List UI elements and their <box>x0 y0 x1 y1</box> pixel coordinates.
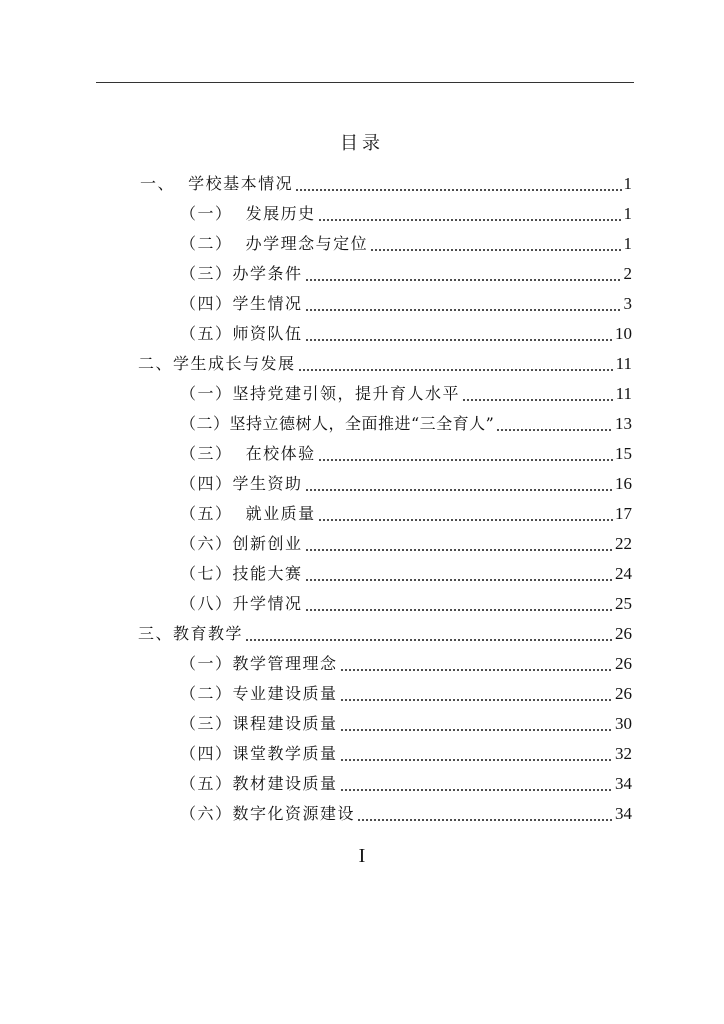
toc-leader-dots <box>318 444 613 464</box>
toc-entry-page: 24 <box>615 564 632 583</box>
toc-entry-page: 22 <box>615 534 632 553</box>
toc-entry[interactable] <box>180 314 632 344</box>
toc-entry-label: （一） 发展历史 <box>180 204 316 223</box>
toc-entry[interactable] <box>138 344 632 374</box>
header-rule <box>96 82 634 83</box>
toc-title: 目录 <box>340 133 384 154</box>
toc-entry-label: （五）教材建设质量 <box>180 774 338 793</box>
toc-entry-page: 17 <box>615 504 632 523</box>
toc-entry[interactable] <box>180 374 632 404</box>
toc-entry-page: 26 <box>615 624 632 643</box>
toc-leader-dots <box>340 774 613 794</box>
toc-entry-label: （四）学生资助 <box>180 474 303 493</box>
toc-leader-dots <box>462 384 614 404</box>
toc-leader-dots <box>370 234 621 254</box>
toc-leader-dots <box>298 354 614 374</box>
toc-entry-page: 1 <box>623 234 632 253</box>
toc-entry-label: （五） 就业质量 <box>180 504 316 523</box>
toc-entry-label: （三）课程建设质量 <box>180 714 338 733</box>
toc-entry[interactable] <box>180 464 632 494</box>
toc-entry-page: 25 <box>615 594 632 613</box>
toc-leader-dots <box>305 534 613 554</box>
toc-leader-dots <box>340 714 613 734</box>
toc-entry-page: 30 <box>615 714 632 733</box>
toc-leader-dots <box>245 624 613 644</box>
toc-entry-label: （三） 在校体验 <box>180 444 316 463</box>
toc-entry[interactable] <box>180 434 632 464</box>
toc-entry-page: 10 <box>615 324 632 343</box>
toc-entry[interactable] <box>180 404 632 434</box>
toc-entry[interactable] <box>180 584 632 614</box>
toc-entry-page: 32 <box>615 744 632 763</box>
toc-leader-dots <box>340 684 613 704</box>
toc-entry-label: （三）办学条件 <box>180 264 303 283</box>
toc-leader-dots <box>357 804 613 824</box>
toc-entry-page: 3 <box>623 294 632 313</box>
toc-entry[interactable] <box>180 254 632 284</box>
toc-entry-page: 34 <box>615 804 632 823</box>
toc-entry-page: 16 <box>615 474 632 493</box>
toc-leader-dots <box>305 294 622 314</box>
toc-entry-page: 26 <box>615 684 632 703</box>
toc-leader-dots <box>318 204 622 224</box>
toc-entry-label: （一）坚持党建引领，提升育人水平 <box>180 384 461 403</box>
toc-entry-label: （六）数字化资源建设 <box>180 804 356 823</box>
toc-entry[interactable] <box>180 674 632 704</box>
toc-leader-dots <box>305 594 613 614</box>
toc-entry-page: 15 <box>615 444 632 463</box>
toc-entry[interactable] <box>180 644 632 674</box>
toc-entry-label: （四）课堂教学质量 <box>180 744 338 763</box>
toc-entry-page: 11 <box>615 354 632 373</box>
toc-entry[interactable] <box>180 794 632 824</box>
toc-leader-dots <box>305 474 613 494</box>
toc-entry-page: 2 <box>623 264 632 283</box>
toc-entry-label: （五）师资队伍 <box>180 324 303 343</box>
toc-entry-label: 一、 学校基本情况 <box>140 174 294 193</box>
toc-leader-dots <box>340 654 613 674</box>
toc-entry-page: 1 <box>623 174 632 193</box>
toc-entry-page: 1 <box>623 204 632 223</box>
toc-entry[interactable] <box>180 284 632 314</box>
toc-leader-dots <box>295 174 621 194</box>
toc-entry[interactable] <box>180 704 632 734</box>
toc-entry-label: （六）创新创业 <box>180 534 303 553</box>
toc-entry-label: （二）专业建设质量 <box>180 684 338 703</box>
toc-entry[interactable] <box>180 764 632 794</box>
toc-entry-label: 二、学生成长与发展 <box>138 354 296 373</box>
toc-entry[interactable] <box>180 734 632 764</box>
toc-entry[interactable] <box>140 164 632 194</box>
toc-entry-page: 26 <box>615 654 632 673</box>
toc-entry-label: （四）学生情况 <box>180 294 303 313</box>
toc-entry-page: 11 <box>615 384 632 403</box>
toc-entry-page: 13 <box>615 414 632 433</box>
toc-entry[interactable] <box>180 194 632 224</box>
toc-entry[interactable] <box>180 224 632 254</box>
toc-leader-dots <box>340 744 613 764</box>
page-number: I <box>358 845 366 867</box>
toc-leader-dots <box>496 414 613 434</box>
toc-entry-label: （八）升学情况 <box>180 594 303 613</box>
toc-entry-label: （二）坚持立德树人，全面推进“三全育人” <box>180 414 495 433</box>
toc-entry-label: （二） 办学理念与定位 <box>180 234 369 253</box>
toc-leader-dots <box>305 324 613 344</box>
toc-entry-page: 34 <box>615 774 632 793</box>
toc-entry[interactable] <box>180 494 632 524</box>
toc-leader-dots <box>305 564 613 584</box>
toc-entry[interactable] <box>138 614 632 644</box>
toc-entry-label: （七）技能大赛 <box>180 564 303 583</box>
toc-leader-dots <box>318 504 613 524</box>
toc-entry[interactable] <box>180 554 632 584</box>
toc-entry-label: 三、教育教学 <box>138 624 244 643</box>
toc-entry-label: （一）教学管理理念 <box>180 654 338 673</box>
toc-entry[interactable] <box>180 524 632 554</box>
toc-leader-dots <box>305 264 622 284</box>
